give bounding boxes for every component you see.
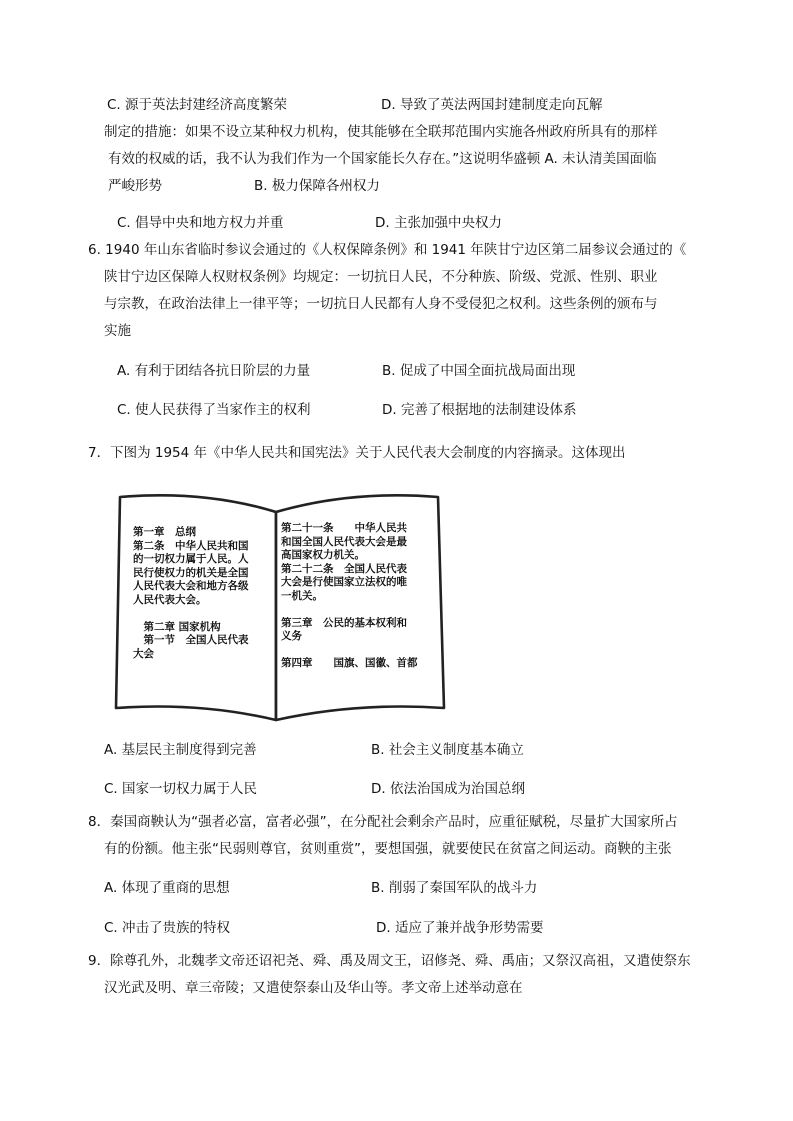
option-d-q7: D. 依法治国成为治国总纲: [371, 781, 525, 797]
question-8-text-line: 8．秦国商鞅认为“强者必富，富者必强”，在分配社会剩余产品时，应重征赋税，尽量扩大国家所占: [88, 814, 678, 830]
book-right-page-text: 第二十一条 中华人民共 和国全国人民代表大会是最 高国家权力机关。 第二十二条 全国人民代表 大会是行使国家立法权的唯 一机关。 第三章 公民的基本权利和 义务 第四章 国旗、国徽、首都: [281, 522, 418, 669]
option-d-q8: D. 适应了兼并战争形势需要: [376, 920, 544, 936]
option-c-q8: C. 冲击了贵族的特权: [104, 920, 231, 936]
option-c-q6: C. 使人民获得了当家作主的权利: [117, 402, 311, 418]
question-5-text-line: 制定的措施：如果不设立某种权力机构，使其能够在全联邦范围内实施各州政府所具有的那样: [104, 124, 658, 140]
question-6-text-line: 6. 1940 年山东省临时参议会通过的《人权保障条例》和 1941 年陕甘宁边区第二届参议会通过的《: [88, 242, 687, 258]
constitution-book-figure: [114, 482, 446, 722]
option-a-q6: A. 有利于团结各抗日阶层的力量: [117, 363, 311, 379]
option-c-q4: C. 源于英法封建经济高度繁荣: [107, 97, 288, 113]
option-b-q5: B. 极力保障各州权力: [254, 178, 380, 194]
question-6-text-line: 与宗教，在政治法律上一律平等；一切抗日人民都有人身不受侵犯之权利。这些条例的颁布与: [104, 296, 658, 312]
question-9-text-line: 汉光武及明、章三帝陵；又遣使祭泰山及华山等。孝文帝上述举动意在: [104, 980, 523, 996]
option-b-q8: B. 削弱了秦国军队的战斗力: [371, 880, 538, 896]
option-c-q5: C. 倡导中央和地方权力并重: [117, 215, 284, 231]
question-7-text: 7．下图为 1954 年《中华人民共和国宪法》关于人民代表大会制度的内容摘录。这体现出: [88, 445, 626, 461]
option-b-q6: B. 促成了中国全面抗战局面出现: [382, 363, 576, 379]
option-c-q7: C. 国家一切权力属于人民: [104, 781, 258, 797]
question-6-text-line: 陕甘宁边区保障人权财权条例》均规定：一切抗日人民，不分种族、阶级、党派、性别、职业: [104, 269, 658, 285]
question-9-text-line: 9．除尊孔外，北魏孝文帝还诏祀尧、舜、禹及周文王，诏修尧、舜、禹庙；又祭汉高祖，又遣使祭东: [88, 953, 691, 969]
option-b-q7: B. 社会主义制度基本确立: [371, 742, 524, 758]
option-a-q7: A. 基层民主制度得到完善: [104, 742, 257, 758]
book-left-page-text: 第一章 总纲 第二条 中华人民共和国 的一切权力属于人民。人 民行使权力的机关是全国 人民代表大会和地方各级 人民代表大会。 第二章 国家机构 第一节 全国人民代表 大会: [133, 526, 249, 660]
question-5-text-line: 有效的权威的话，我不认为我们作为一个国家能长久存在。”这说明华盛顿 A. 未认清美国面临: [108, 151, 657, 167]
option-a-q8: A. 体现了重商的思想: [104, 880, 230, 896]
question-8-text-line: 有的份额。他主张“民弱则尊官，贫则重赏”，要想国强，就要使民在贫富之间运动。商鞅的主张: [104, 841, 672, 857]
option-d-q6: D. 完善了根据地的法制建设体系: [382, 402, 577, 418]
option-d-q5: D. 主张加强中央权力: [375, 215, 502, 231]
option-a-q5: 严峻形势: [108, 178, 162, 194]
question-6-text-line: 实施: [104, 323, 131, 339]
option-d-q4: D. 导致了英法两国封建制度走向瓦解: [381, 97, 603, 113]
